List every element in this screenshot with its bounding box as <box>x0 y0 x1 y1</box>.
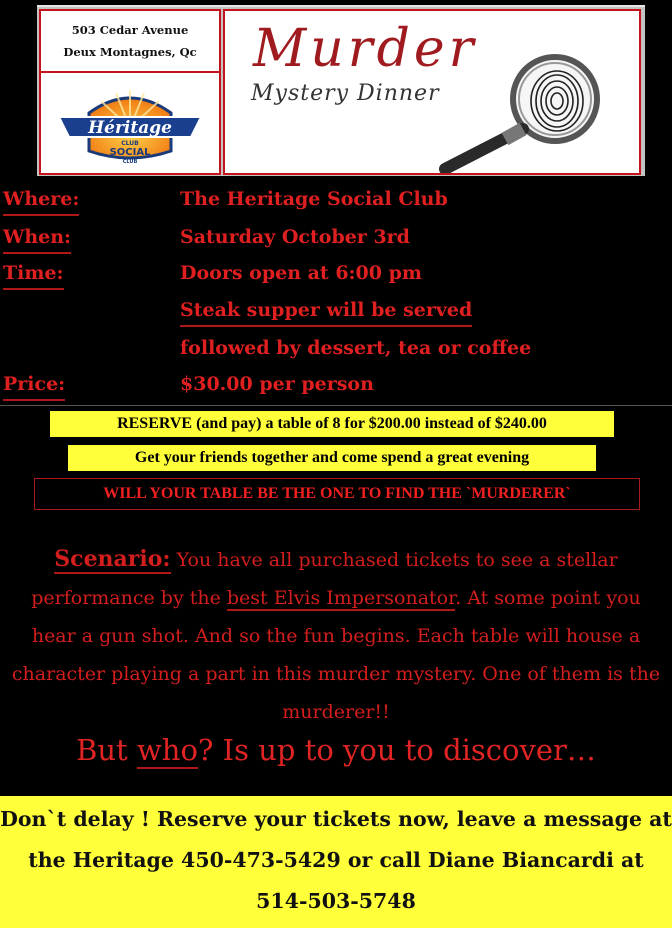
murder-mystery-title-box <box>223 9 641 175</box>
dessert-value: followed by dessert, tea or coffee <box>180 337 532 359</box>
friends-promo: Get your friends together and come spend a great evening <box>68 445 596 471</box>
who-line <box>0 733 672 767</box>
time-label: Time: <box>3 262 64 290</box>
scenario-elvis: best Elvis Impersonator <box>226 587 456 609</box>
when-value: Saturday October 3rd <box>180 226 410 248</box>
footer-line-2: the Heritage 450-473-5429 or call Diane Biancardi at <box>28 848 644 872</box>
footer-contact <box>0 796 672 928</box>
heritage-logo <box>39 73 221 175</box>
who-pre: But <box>76 733 128 767</box>
where-label: Where: <box>3 188 79 216</box>
reserve-promo: RESERVE (and pay) a table of 8 for $200.00 instead of $240.00 <box>50 411 614 437</box>
supper-value: Steak supper will be served <box>180 299 472 327</box>
title-mystery-dinner: Mystery Dinner <box>251 81 440 106</box>
price-value: $30.00 per person <box>180 373 374 395</box>
price-label: Price: <box>3 373 65 401</box>
title-murder: Murder <box>253 19 478 79</box>
scenario-text-3: . At some point you hear a gun shot. And so the fun begins. Each table will house a character playing a part in this murder mystery. One of them is the murderer!! <box>11 587 661 723</box>
divider <box>0 405 672 406</box>
svg-text:CLUB: CLUB <box>122 159 138 165</box>
heritage-logo-icon <box>41 73 219 173</box>
svg-text:Héritage: Héritage <box>88 118 172 138</box>
address-line-2: Deux Montagnes, Qc <box>63 45 197 59</box>
who-word: who <box>136 733 198 767</box>
svg-text:SOCIAL: SOCIAL <box>109 147 151 158</box>
svg-text:CLUB: CLUB <box>121 140 139 147</box>
when-label: When: <box>3 226 71 254</box>
footer-line-3: 514-503-5748 <box>256 889 416 913</box>
header-banner <box>37 5 645 176</box>
where-value: The Heritage Social Club <box>180 188 448 210</box>
time-value: Doors open at 6:00 pm <box>180 262 422 284</box>
scenario-text-1: You have all purchased tickets to see a stellar performance by the <box>31 549 618 609</box>
address-line-1: 503 Cedar Avenue <box>71 23 189 37</box>
address-box <box>39 9 221 73</box>
who-post: ? Is up to you to discover… <box>197 733 596 767</box>
footer-line-1: Don`t delay ! Reserve your tickets now, leave a message at <box>0 807 672 831</box>
scenario-label: Scenario: <box>54 546 171 572</box>
scenario-paragraph <box>10 540 662 731</box>
murderer-banner: WILL YOUR TABLE BE THE ONE TO FIND THE `MURDERER` <box>34 478 640 510</box>
magnifying-glass-icon <box>435 51 635 175</box>
